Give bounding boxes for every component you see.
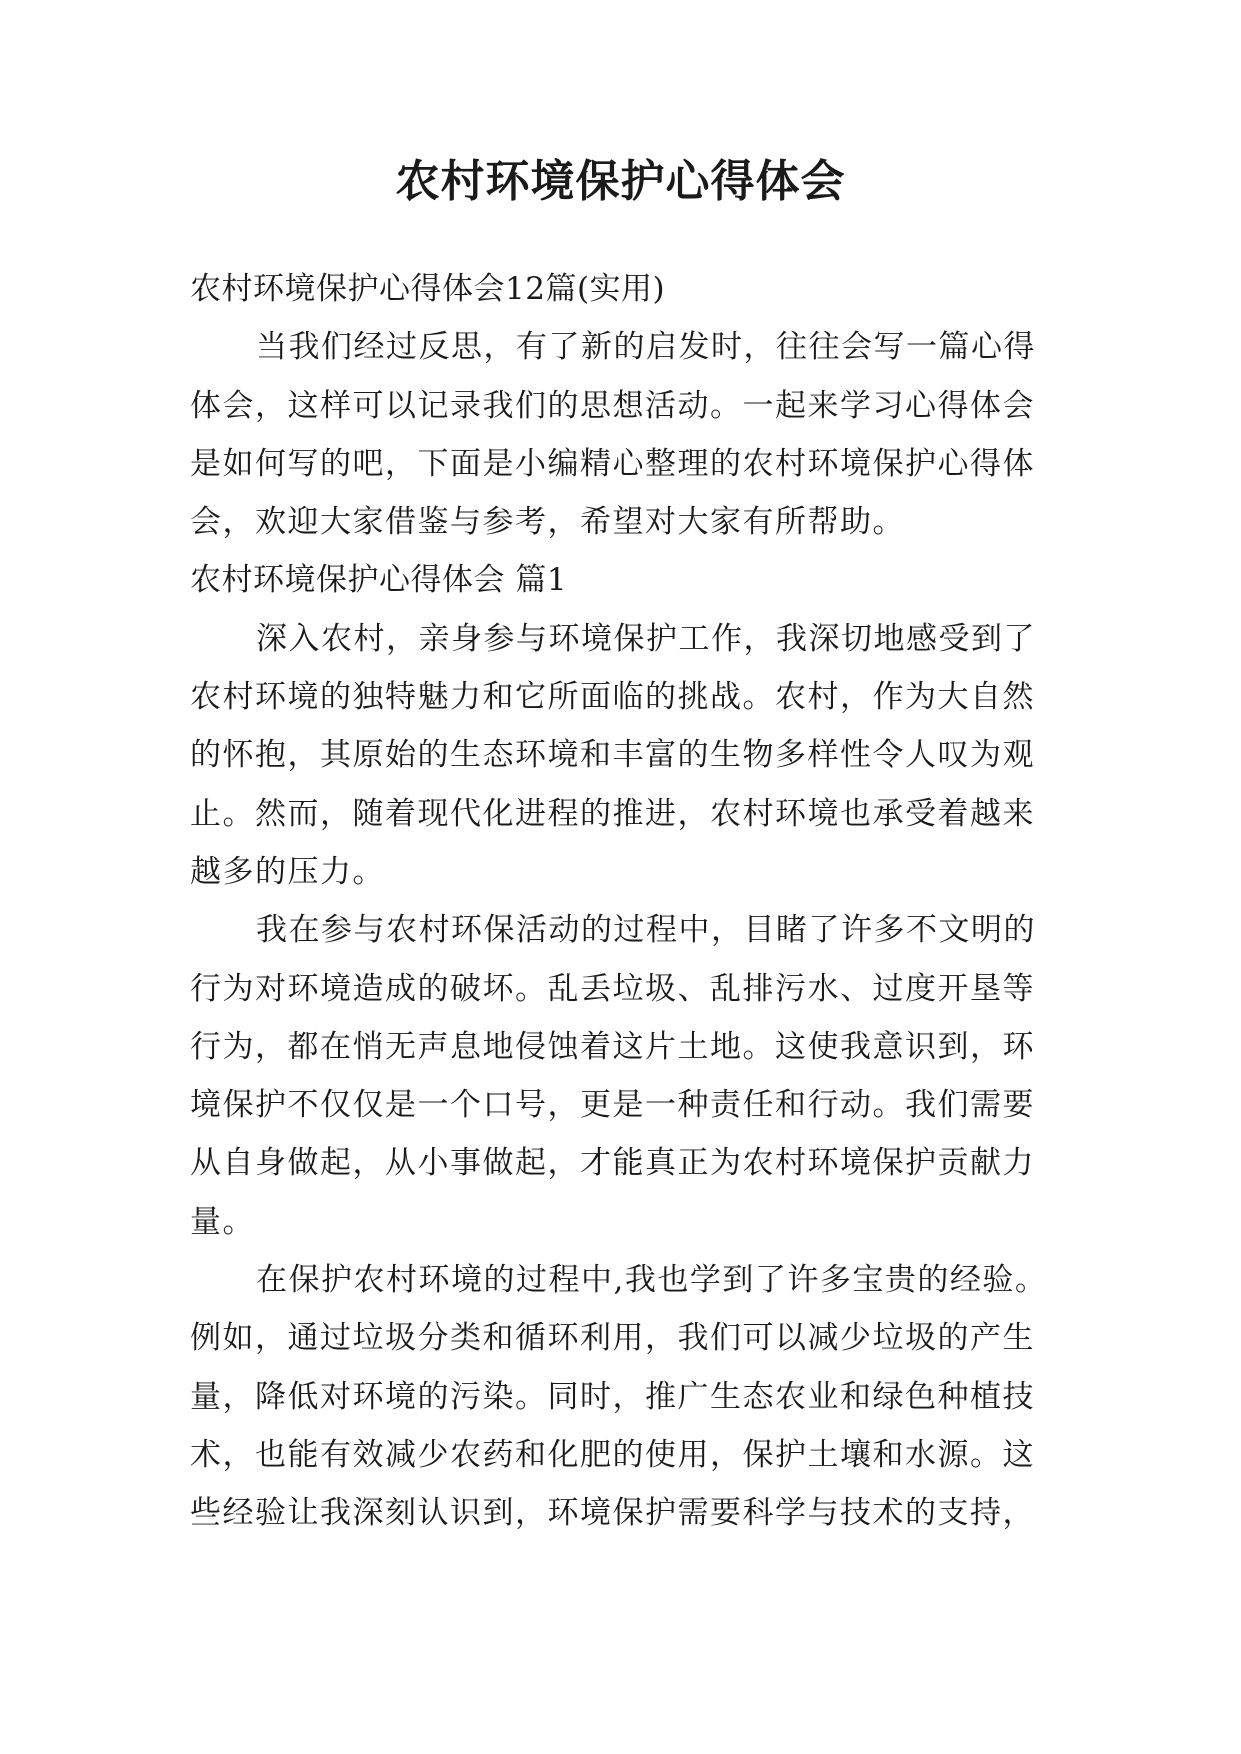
paragraph-3 [190, 1251, 1058, 1542]
text-line: 体会，这样可以记录我们的思想活动。一起来学习心得体会 [190, 387, 1035, 424]
text-line: 量，降低对环境的污染。同时，推广生态农业和绿色种植技 [190, 1378, 1035, 1415]
intro-paragraph [190, 318, 1058, 551]
document-title: 农村环境保护心得体会 [395, 156, 846, 207]
text-line: 行为对环境造成的破坏。乱丢垃圾、乱排污水、过度开垦等 [190, 970, 1035, 1007]
paragraph-1 [190, 610, 1058, 901]
text-line: 会，欢迎大家借鉴与参考，希望对大家有所帮助。 [190, 504, 905, 541]
text-line: 止。然而，随着现代化进程的推进，农村环境也承受着越来 [190, 795, 1035, 832]
text-line: 量。 [190, 1203, 255, 1240]
text-line: 越多的压力。 [190, 853, 385, 890]
text-line: 农村环境的独特魅力和它所面临的挑战。农村，作为大自然 [190, 679, 1035, 716]
text-line: 是如何写的吧，下面是小编精心整理的农村环境保护心得体 [190, 445, 1035, 482]
text-line: 例如，通过垃圾分类和循环利用，我们可以减少垃圾的产生 [190, 1320, 1035, 1357]
text-line: 些经验让我深刻认识到，环境保护需要科学与技术的支持， [190, 1495, 1035, 1532]
text-line: 在保护农村环境的过程中,我也学到了许多宝贵的经验。 [256, 1262, 1048, 1299]
text-line: 深入农村，亲身参与环境保护工作，我深切地感受到了 [256, 620, 1036, 657]
document-subtitle: 农村环境保护心得体会12篇(实用) [190, 271, 666, 307]
paragraph-2 [190, 901, 1058, 1251]
text-line: 行为，都在悄无声息地侵蚀着这片土地。这使我意识到，环 [190, 1028, 1035, 1065]
section-heading: 农村环境保护心得体会 篇1 [190, 562, 568, 599]
text-line: 术，也能有效减少农药和化肥的使用，保护土壤和水源。这 [190, 1436, 1035, 1473]
text-line: 境保护不仅仅是一个口号，更是一种责任和行动。我们需要 [190, 1087, 1035, 1124]
text-line: 的怀抱，其原始的生态环境和丰富的生物多样性令人叹为观 [190, 737, 1035, 774]
text-line: 当我们经过反思，有了新的启发时，往往会写一篇心得 [256, 329, 1036, 366]
text-line: 从自身做起，从小事做起，才能真正为农村环境保护贡献力 [190, 1145, 1035, 1182]
text-line: 我在参与农村环保活动的过程中，目睹了许多不文明的 [256, 912, 1036, 949]
document-body [190, 260, 1058, 1543]
